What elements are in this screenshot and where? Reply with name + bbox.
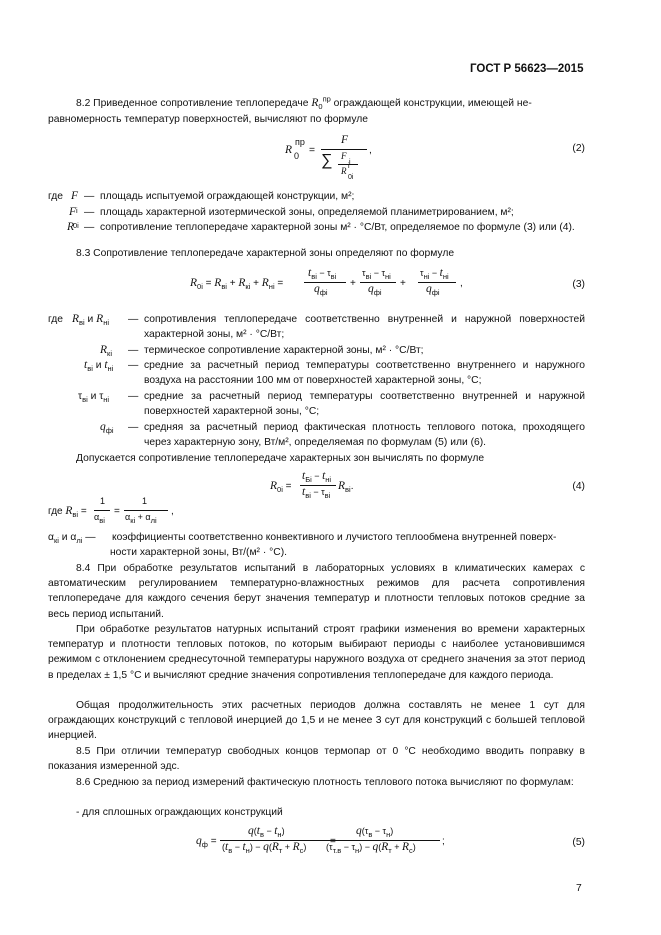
paragraph-8-5: 8.5 При отличии температур свободных концов термопар от 0 °С необходимо вводить поправку в показания измеренной эдс.	[48, 746, 585, 773]
eq2-inner-num: F	[341, 151, 347, 161]
where-label-2: где	[48, 191, 64, 202]
equation-4-number: (4)	[572, 481, 585, 492]
equation-2-number: (2)	[572, 143, 585, 154]
equation-5-number: (5)	[572, 837, 585, 848]
p82-symbol: R	[311, 97, 319, 109]
paragraph-allow: Допускается сопротивление теплопередаче характерных зон вычислять по формуле	[76, 453, 485, 464]
eq2-lhs: R	[285, 144, 293, 156]
def-text: термическое сопротивление характерной зоны, м² · °С/Вт;	[144, 345, 424, 356]
eq2-inner-num-sub: i	[349, 159, 351, 166]
eq2-sum-sign: ∑	[321, 152, 333, 169]
def-text: сопротивление теплопередаче характерной зоны м² · °С/Вт, определяемое по формуле (3) или (4).	[100, 222, 575, 233]
where-label-3: где	[48, 314, 64, 325]
def-text: площадь испытуемой ограждающей конструкции, м²;	[100, 191, 355, 202]
def-symbol: F	[68, 206, 76, 218]
equation-5-b: $q(\tau_в - \tau_н)$ $(\tau_{т.в} - \tau_н) - q(R_т + R_с)$ ;	[326, 825, 445, 855]
eq2-inner-den-sup: i	[348, 163, 350, 170]
paragraph-8-4c: Общая продолжительность этих расчетных периодов должна составлять не менее 1 сут для ограждающих конструкций с тепловой инерцией до 1,5 и не менее 3 сут для конструкций с большей тепловой инерцией.	[48, 700, 585, 742]
paragraph-8-4: 8.4 При обработке результатов испытаний в лабораторных условиях в климатических камерах с автоматическим регулированием температурно-влажностных режимов для расчета сопротивления теплопередаче для каждого сечения берут значения температур и плотности тепловых потоков средние за весь период испытаний.	[48, 563, 585, 620]
p82-post: ограждающей конструкции, имеющей не-	[333, 98, 532, 109]
eq2-numerator: F	[341, 134, 349, 146]
eq2-equals: =	[309, 145, 316, 156]
def-text: средние за расчетный период температуры соответственно внутреннего и наружного воздуха на расстоянии 100 мм от поверхностей характерной зоны, °С;	[144, 360, 585, 387]
eq2-inner-den: R	[341, 166, 347, 176]
standard-header: ГОСТ Р 56623—2015	[470, 63, 584, 75]
eq2-fraction-bar	[321, 149, 367, 150]
bullet-solid: - для сплошных ограждающих конструкций	[76, 807, 283, 818]
eq2-lhs-sub: 0	[294, 151, 300, 161]
equation-3-number: (3)	[572, 279, 585, 290]
coef-text: коэффициенты соответственно конвективного и лучистого теплообмена внутренней поверх-	[112, 532, 557, 543]
equation-4: $R_{0i}$ = $t_{Бi} - t_{нi}$ $t_{вi} - \tau_{вi}$ $R_{вi}$.	[270, 470, 354, 500]
def-text: средняя за расчетный период фактическая плотность теплового потока, проходящего через характерную зону, Вт/м², определяемая по формулам (5) или (6).	[144, 422, 585, 449]
eq2-inner-den-sub: 0i	[348, 174, 354, 181]
equation-3: $R_{0i} = R_{вi} + R_{кi} + R_{нi}$ = $t_{вi} - \tau_{вi}$ $q_{фi}$ + $\tau_{вi} - \tau_{нi}$ $q_{фi}$ +	[190, 267, 406, 297]
def-text: сопротивления теплопередаче соответственно внутренней и наружной поверхностей характерной зоны, м² · °С/Вт;	[144, 314, 585, 341]
eq2-lhs-sup: пр	[295, 137, 305, 147]
def-symbol: R	[66, 221, 74, 233]
paragraph-8-3: 8.3 Сопротивление теплопередаче характерной зоны определяют по формуле	[76, 248, 455, 259]
paragraph-8-6: 8.6 Среднюю за период измерений фактическую плотность теплового потока вычисляют по формулам:	[76, 777, 574, 788]
equation-3-tail: $\tau_{нi} - t_{нi}$ $q_{фi}$ ,	[420, 267, 463, 297]
p82-pre: 8.2 Приведенное сопротивление теплопередаче	[76, 98, 309, 109]
p82-sub: 0	[318, 102, 323, 112]
rv-formula: где $R_{вi}$ = 1 $\alpha_{вi}$ = 1 $\alpha_{кi} + \alpha_{лi}$ ,	[48, 496, 174, 525]
page-number: 7	[576, 883, 582, 894]
def-symbol: F	[70, 190, 78, 202]
coef-text2: ности характерной зоны, Вт/(м² · °С).	[110, 547, 287, 558]
paragraph-8-2	[48, 96, 585, 111]
paragraph-8-2-line2: равномерность температур поверхностей, вычисляют по формуле	[48, 114, 368, 125]
def-text: площадь характерной изотермической зоны, определяемой планиметрированием, м²;	[100, 207, 514, 218]
equation-2	[285, 135, 405, 179]
p82-sup: пр	[322, 94, 331, 104]
equation-5: $q_ф$ = $q(t_в - t_н)$ $(t_в - t_н) - q(R_т + R_с)$ =	[196, 825, 336, 855]
paragraph-8-4b: При обработке результатов натурных испытаний строят графики изменения во времени характерных температур и плотности тепловых потоков, по которым выбирают периоды с наиболее установившимся режимом с отклонением среднесуточной температуры наружного воздуха от среднего значения за этот период в пределах ± 1,5 °С и вычисляют средние значения сопротивления теплопередаче для каждого периода.	[48, 624, 585, 681]
eq2-comma: ,	[369, 145, 372, 156]
def-text: средние за расчетный период температуры соответственно внутренней и наружной поверхностей характерной зоны, °С;	[144, 391, 585, 418]
coef-symbols: $\alpha_{кi}$ и $\alpha_{лi}$ —	[48, 532, 96, 546]
